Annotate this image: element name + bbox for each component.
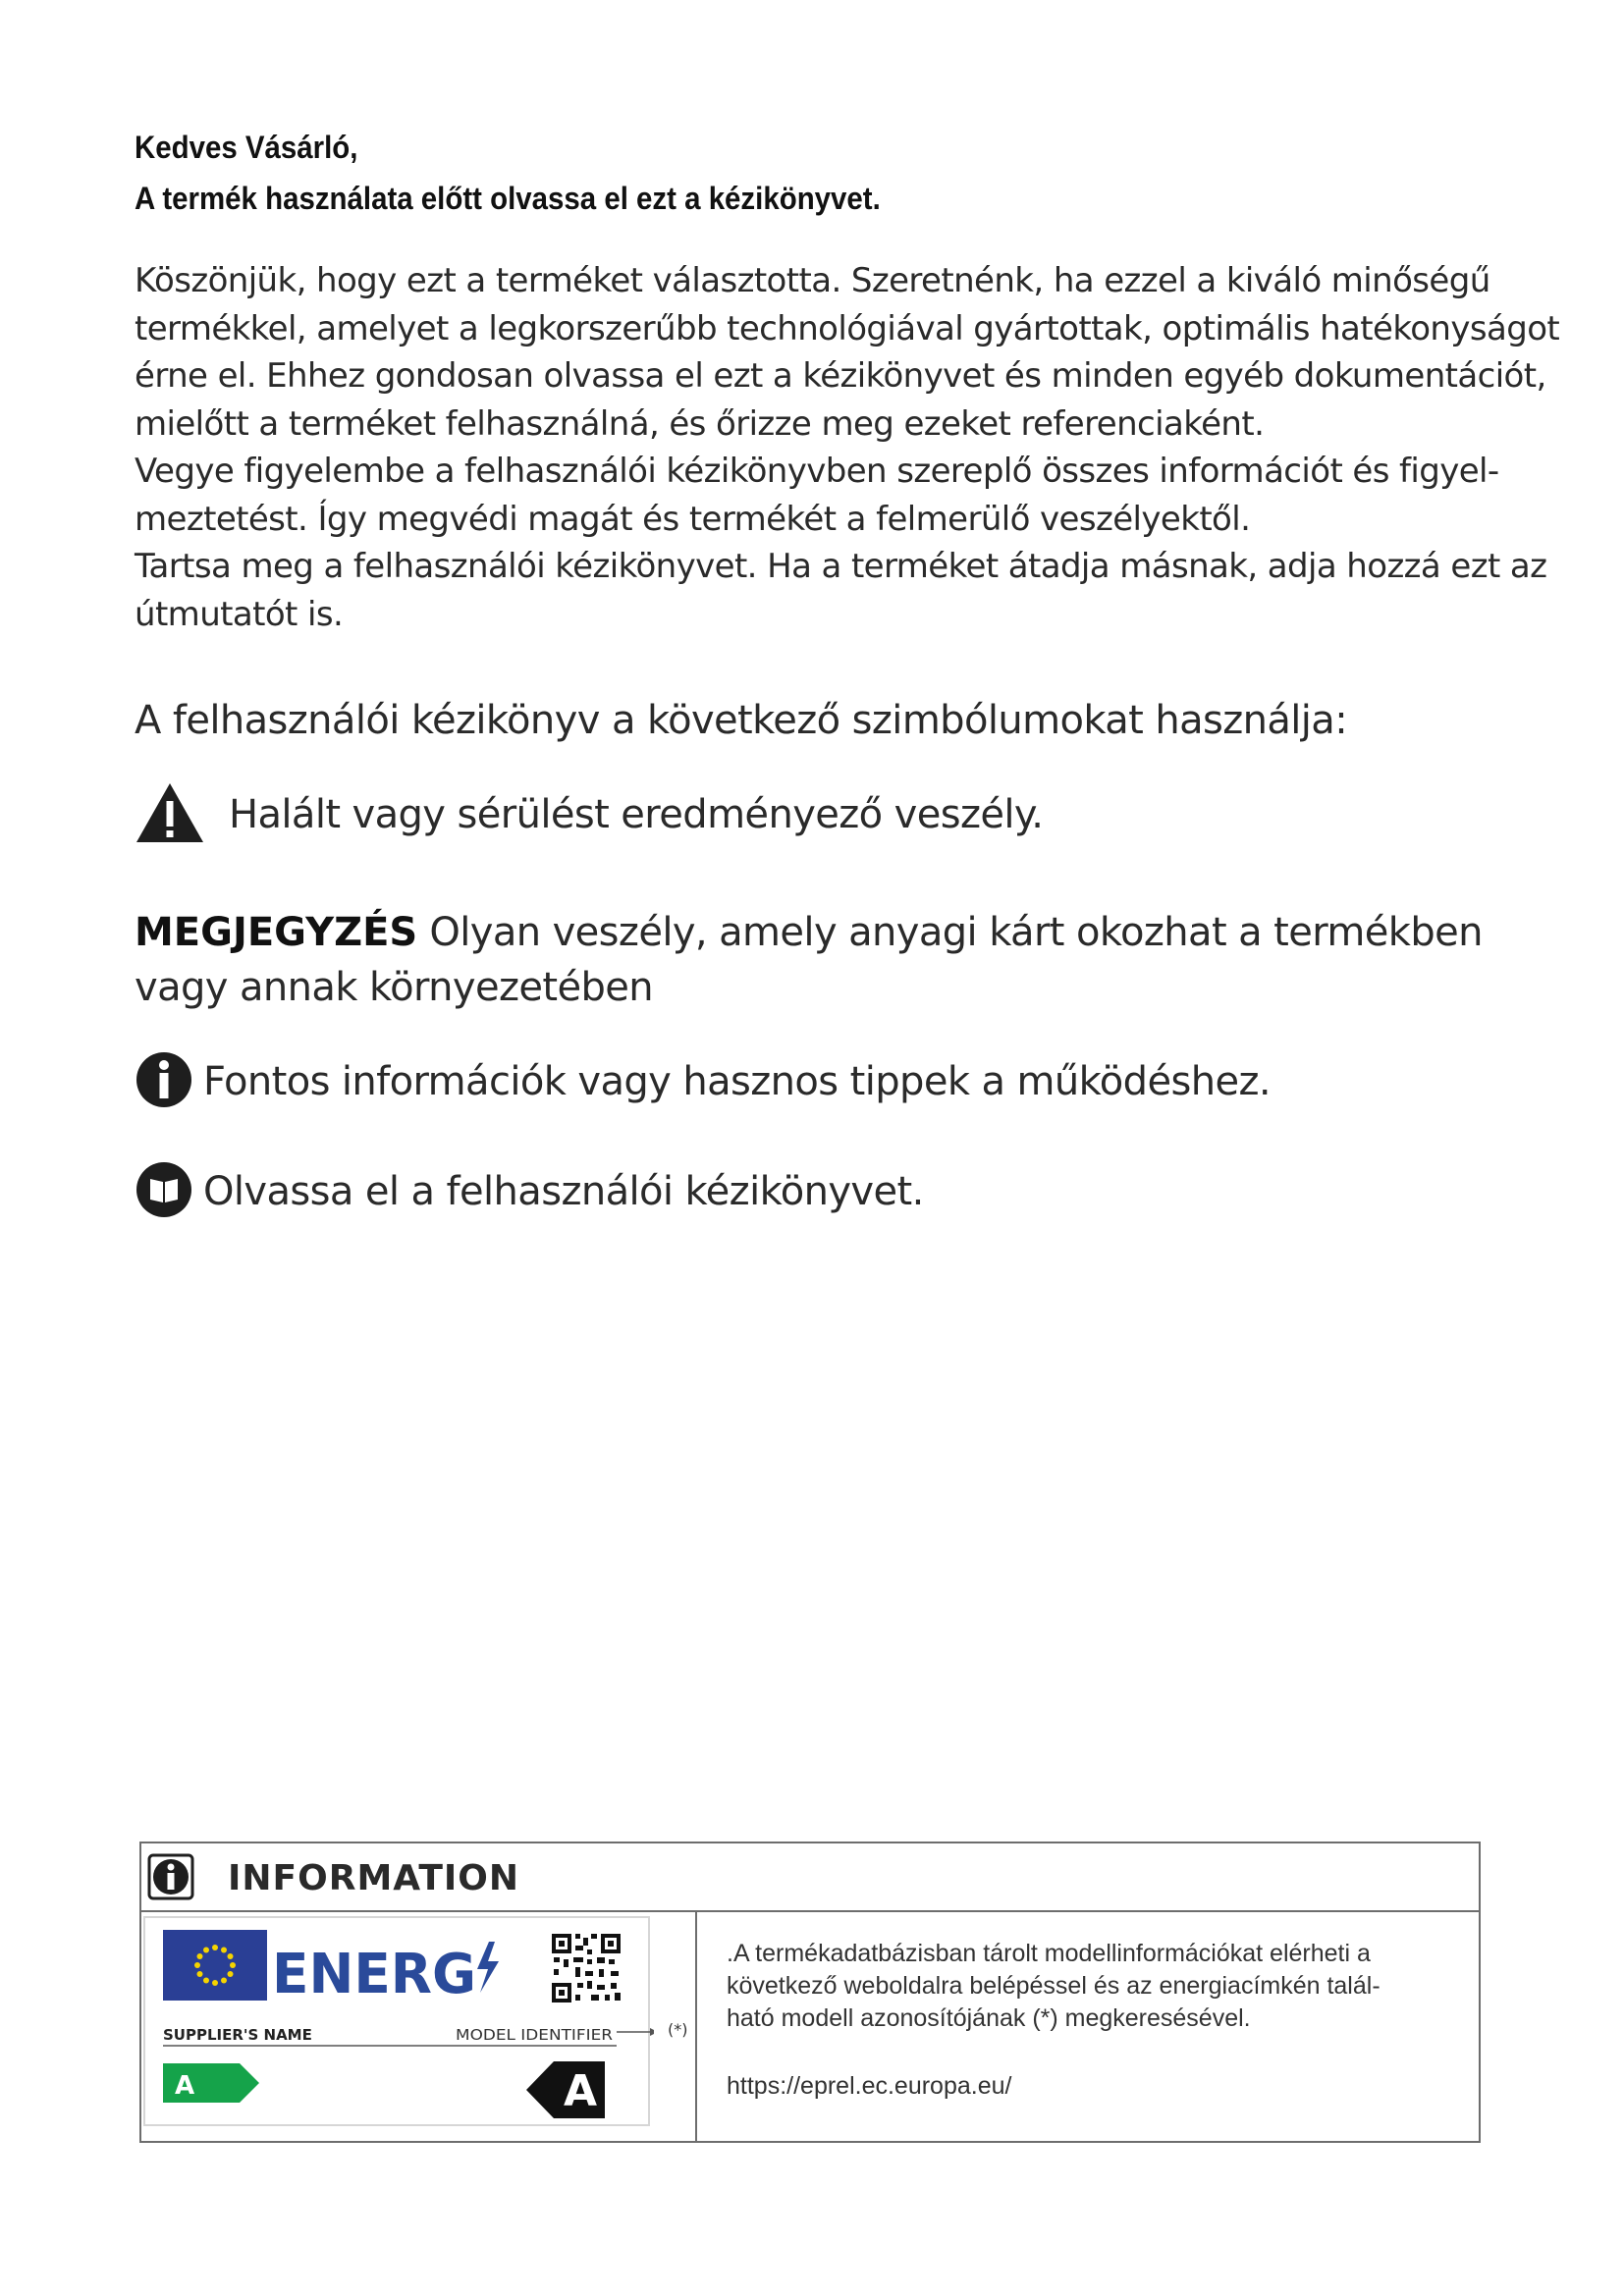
warning-description: Halált vagy sérülést eredményező veszély. xyxy=(229,792,1044,837)
energy-class-product-letter: A xyxy=(564,2066,598,2116)
supplier-name: SUPPLIER'S NAME xyxy=(163,2026,312,2044)
intro-line: termékkel, amelyet a legkorszerűbb technológiával gyártottak, optimális hatékonyságot xyxy=(135,308,1560,348)
note-description: Olyan veszély, amely anyagi kárt okozhat a termékben vagy annak környezetében xyxy=(135,910,1483,1010)
energy-class-scale-letter: A xyxy=(175,2071,195,2101)
eprel-link[interactable]: https://eprel.ec.europa.eu/ xyxy=(727,2072,1012,2100)
symbols-title: A felhasználói kézikönyv a következő szimbólumokat használja: xyxy=(135,698,1348,743)
info-square-icon xyxy=(147,1853,194,1904)
model-marker: (*) xyxy=(668,2020,688,2039)
energy-word: ENERG xyxy=(272,1943,476,2006)
document-heading xyxy=(135,122,946,224)
info-description: Fontos információk vagy hasznos tippek a működéshez. xyxy=(203,1059,1271,1104)
info-icon xyxy=(135,1050,193,1113)
intro-line: meztetést. Így megvédi magát és termékét a felmerülő veszélyektől. xyxy=(135,499,1251,539)
intro-line: Tartsa meg a felhasználói kézikönyvet. Ha a terméket átadja másnak, adja hozzá ezt az xyxy=(135,547,1547,586)
intro-line: Köszönjük, hogy ezt a terméket választotta. Szeretnénk, ha ezzel a kiváló minőségű xyxy=(135,261,1490,300)
information-line: következő weboldalra belépéssel és az energiacímkén talál- xyxy=(727,1972,1380,2000)
intro-line: útmutatót is. xyxy=(135,594,344,634)
warning-triangle-icon xyxy=(135,781,205,848)
information-line: ható modell azonosítójának (*) megkeresésével. xyxy=(727,2004,1251,2032)
book-icon xyxy=(135,1160,193,1223)
information-box xyxy=(139,1842,1481,2143)
qr-code-icon xyxy=(552,1934,621,2002)
information-header xyxy=(141,1843,1479,1912)
note-paragraph xyxy=(135,905,1529,1015)
information-line: .A termékadatbázisban tárolt modellinformációkat elérheti a xyxy=(727,1940,1371,1967)
information-title: INFORMATION xyxy=(228,1858,520,1898)
manual-description: Olvassa el a felhasználói kézikönyvet. xyxy=(203,1169,924,1214)
energy-class-scale-arrow xyxy=(163,2063,259,2103)
intro-line: Vegye figyelembe a felhasználói kézikönyvben szereplő összes információt és figyel- xyxy=(135,452,1499,491)
model-identifier: MODEL IDENTIFIER xyxy=(456,2026,613,2044)
greeting: Kedves Vásárló, xyxy=(135,130,358,165)
warning-symbol-row xyxy=(135,781,1043,848)
information-text xyxy=(727,1938,1453,2103)
energy-label-cell xyxy=(141,1912,697,2143)
energy-label-illustration xyxy=(143,1916,654,2130)
intro-paragraph xyxy=(135,257,1560,638)
heading-subline: A termék használata előtt olvassa el ezt a kézikönyvet. xyxy=(135,181,881,216)
info-symbol-row xyxy=(135,1050,1271,1113)
intro-line: mielőtt a terméket felhasználná, és őrizze meg ezeket referenciaként. xyxy=(135,403,1265,444)
eu-flag-icon xyxy=(163,1930,267,2001)
intro-line: érne el. Ehhez gondosan olvassa el ezt a kézikönyvet és minden egyéb dokumentációt, xyxy=(135,356,1546,396)
manual-symbol-row xyxy=(135,1160,924,1223)
note-label: MEGJEGYZÉS xyxy=(135,910,418,955)
